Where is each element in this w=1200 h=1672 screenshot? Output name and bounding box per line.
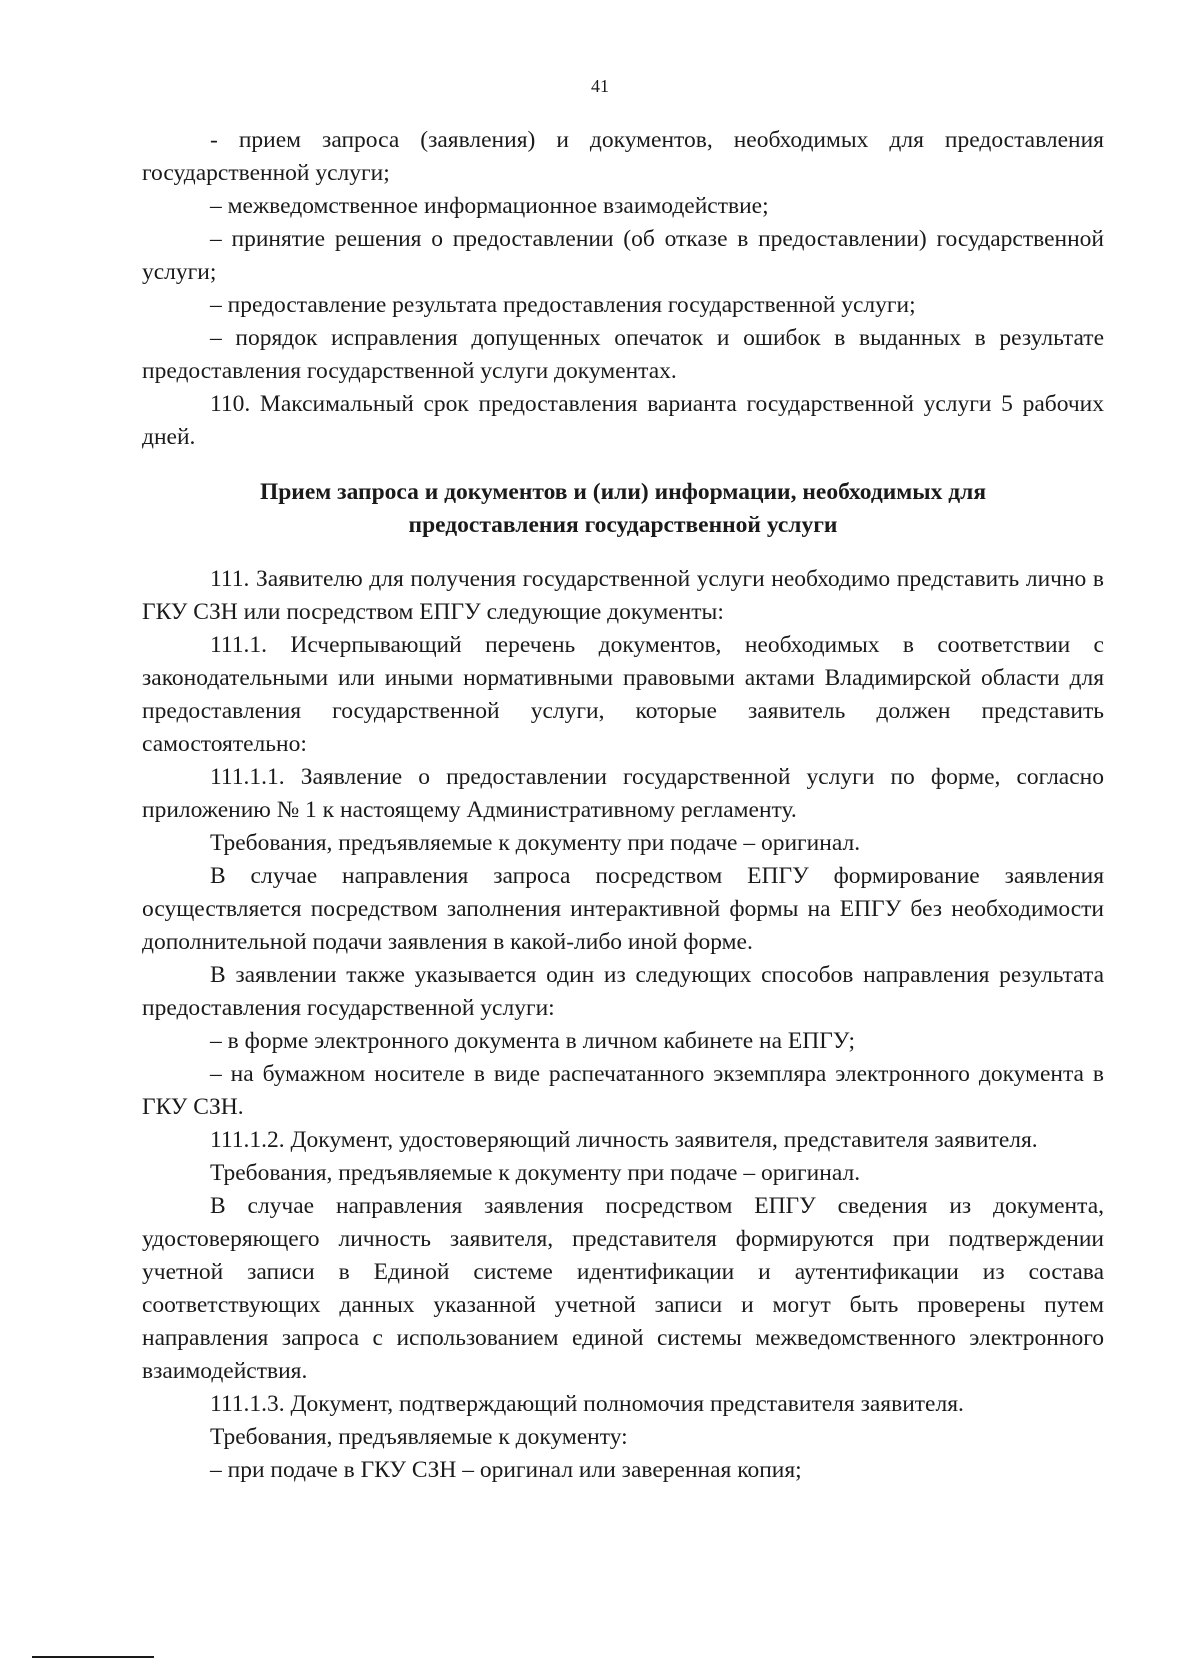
paragraph: В случае направления заявления посредством ЕПГУ сведения из документа, удостоверяющего личность заявителя, представителя формируются при подтверждении учетной записи в Единой системе идентификации и аутентификации из состава соответствующих данных указанной учетной записи и могут быть проверены путем направления запроса с использованием единой системы межведомственного электронного взаимодействия. (142, 1193, 1104, 1384)
paragraph: В заявлении также указывается один из следующих способов направления результата предоставления государственной услуги: (142, 962, 1104, 1021)
paragraph: В случае направления запроса посредством ЕПГУ формирование заявления осуществляется посредством заполнения интерактивной формы на ЕПГУ без необходимости дополнительной подачи заявления в какой-либо иной форме. (142, 863, 1104, 955)
paragraph: 111.1.3. Документ, подтверждающий полномочия представителя заявителя. (210, 1391, 964, 1417)
paragraph: – принятие решения о предоставлении (об отказе в предоставлении) государственной услуги; (142, 226, 1104, 285)
paragraph: 111.1. Исчерпывающий перечень документов, необходимых в соответствии с законодательными или иными нормативными правовыми актами Владимирской области для предоставления государственной услуги, которые заявитель должен представить самостоятельно: (142, 632, 1104, 757)
section-body (142, 563, 1104, 1487)
paragraph: Требования, предъявляемые к документу при подаче – оригинал. (210, 1160, 861, 1186)
section-heading (142, 476, 1104, 542)
paragraph: 110. Максимальный срок предоставления варианта государственной услуги 5 рабочих дней. (142, 391, 1104, 450)
paragraph: – предоставление результата предоставления государственной услуги; (210, 292, 916, 318)
paragraph: Требования, предъявляемые к документу при подаче – оригинал. (210, 830, 861, 856)
section-heading-line-2: предоставления государственной услуги (408, 512, 838, 538)
page-number: 41 (591, 76, 609, 96)
list-block-procedures (142, 124, 1104, 454)
paragraph: 111. Заявителю для получения государственной услуги необходимо представить лично в ГКУ СЗН или посредством ЕПГУ следующие документы: (142, 566, 1104, 625)
paragraph: 111.1.1. Заявление о предоставлении государственной услуги по форме, согласно приложению № 1 к настоящему Административному регламенту. (142, 764, 1104, 823)
footnote-separator-line (32, 1656, 154, 1658)
paragraph: – в форме электронного документа в личном кабинете на ЕПГУ; (210, 1028, 856, 1054)
paragraph: – при подаче в ГКУ СЗН – оригинал или заверенная копия; (210, 1457, 802, 1483)
paragraph: – на бумажном носителе в виде распечатанного экземпляра электронного документа в ГКУ СЗН. (142, 1061, 1104, 1120)
paragraph: - прием запроса (заявления) и документов, необходимых для предоставления государственной услуги; (142, 127, 1104, 186)
section-heading-line-1: Прием запроса и документов и (или) информации, необходимых для (259, 479, 987, 505)
paragraph: – порядок исправления допущенных опечаток и ошибок в выданных в результате предоставления государственной услуги документах. (142, 325, 1104, 384)
paragraph: – межведомственное информационное взаимодействие; (210, 193, 769, 219)
paragraph: Требования, предъявляемые к документу: (210, 1424, 628, 1450)
paragraph: 111.1.2. Документ, удостоверяющий личность заявителя, представителя заявителя. (210, 1127, 1038, 1153)
